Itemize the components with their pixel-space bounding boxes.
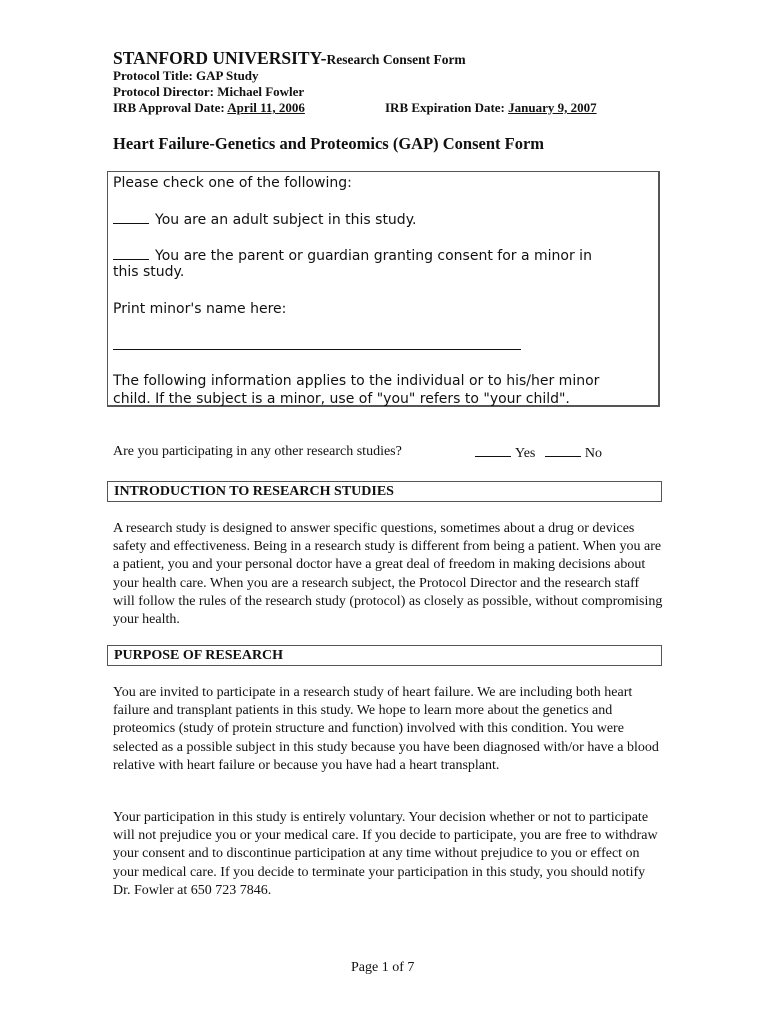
yes-label: Yes: [515, 446, 536, 461]
university-header: [113, 48, 466, 69]
option-guardian-label-1: You are the parent or guardian granting consent for a minor in: [155, 248, 592, 264]
purpose-paragraph-1: You are invited to participate in a research study of heart failure. We are including both heart failure and transplant patients in this study. We hope to learn more about the genetics and proteomics (study of protein structure and function) involved with this condition. You were selected as a possible subject in this study because you have been diagnosed with/or have a blood relative with heart failure or because you have had a heart transplant.: [113, 685, 659, 773]
minor-name-field[interactable]: [113, 349, 521, 350]
applies-note-1: The following information applies to the individual or to his/her minor: [113, 373, 600, 389]
protocol-title: Protocol Title: GAP Study: [113, 68, 259, 83]
option-guardian[interactable]: [113, 246, 592, 265]
protocol-director: Protocol Director: Michael Fowler: [113, 84, 305, 99]
irb-expiration-label: IRB Expiration Date:: [385, 100, 509, 115]
irb-approval-label: IRB Approval Date:: [113, 100, 228, 115]
other-studies-options: [475, 444, 602, 462]
form-label: Research Consent Form: [326, 52, 466, 67]
university-name: STANFORD UNIVERSITY-: [113, 48, 327, 68]
option-guardian-label-2: this study.: [113, 264, 185, 280]
yes-blank[interactable]: [475, 444, 511, 457]
option-adult[interactable]: [113, 210, 416, 229]
irb-approval-date: April 11, 2006: [227, 100, 305, 115]
purpose-paragraph-2: Your participation in this study is entirely voluntary. Your decision whether or not to participate will not prejudice you or your medical care. If you decide to participate, you are free to withdraw your consent and to discontinue participation at any time without prejudice to you or effect on your medical care. If you decide to terminate your participation in this study, you should notify Dr. Fowler at 650 723 7846.: [113, 810, 658, 898]
form-title: Heart Failure-Genetics and Proteomics (GAP) Consent Form: [113, 134, 545, 153]
irb-approval: [113, 100, 305, 116]
check-instruction: Please check one of the following:: [113, 175, 352, 191]
minor-name-prompt: Print minor's name here:: [113, 301, 287, 317]
intro-section-heading-box: [107, 481, 662, 502]
adult-check-blank[interactable]: [113, 210, 149, 224]
applies-note-2: child. If the subject is a minor, use of "you" refers to "your child".: [113, 391, 570, 407]
other-studies-question: Are you participating in any other research studies?: [113, 444, 402, 459]
guardian-check-blank[interactable]: [113, 246, 149, 260]
intro-paragraph: A research study is designed to answer specific questions, sometimes about a drug or devices safety and effectiveness. Being in a research study is different from being a patient. When you are a patient, you and your personal doctor have a great deal of freedom in making decisions about your health care. When you are a research subject, the Protocol Director and the research staff will follow the rules of the research study (protocol) as closely as possible, without compromising your health.: [113, 521, 663, 628]
irb-expiration: [385, 100, 597, 116]
purpose-section-heading-box: [107, 645, 662, 666]
no-blank[interactable]: [545, 444, 581, 457]
irb-expiration-date: January 9, 2007: [508, 100, 597, 115]
page-number: Page 1 of 7: [351, 960, 415, 975]
purpose-section-heading: PURPOSE OF RESEARCH: [114, 648, 284, 663]
no-label: No: [584, 446, 602, 461]
intro-section-heading: INTRODUCTION TO RESEARCH STUDIES: [114, 484, 394, 499]
option-adult-label: You are an adult subject in this study.: [155, 212, 417, 228]
